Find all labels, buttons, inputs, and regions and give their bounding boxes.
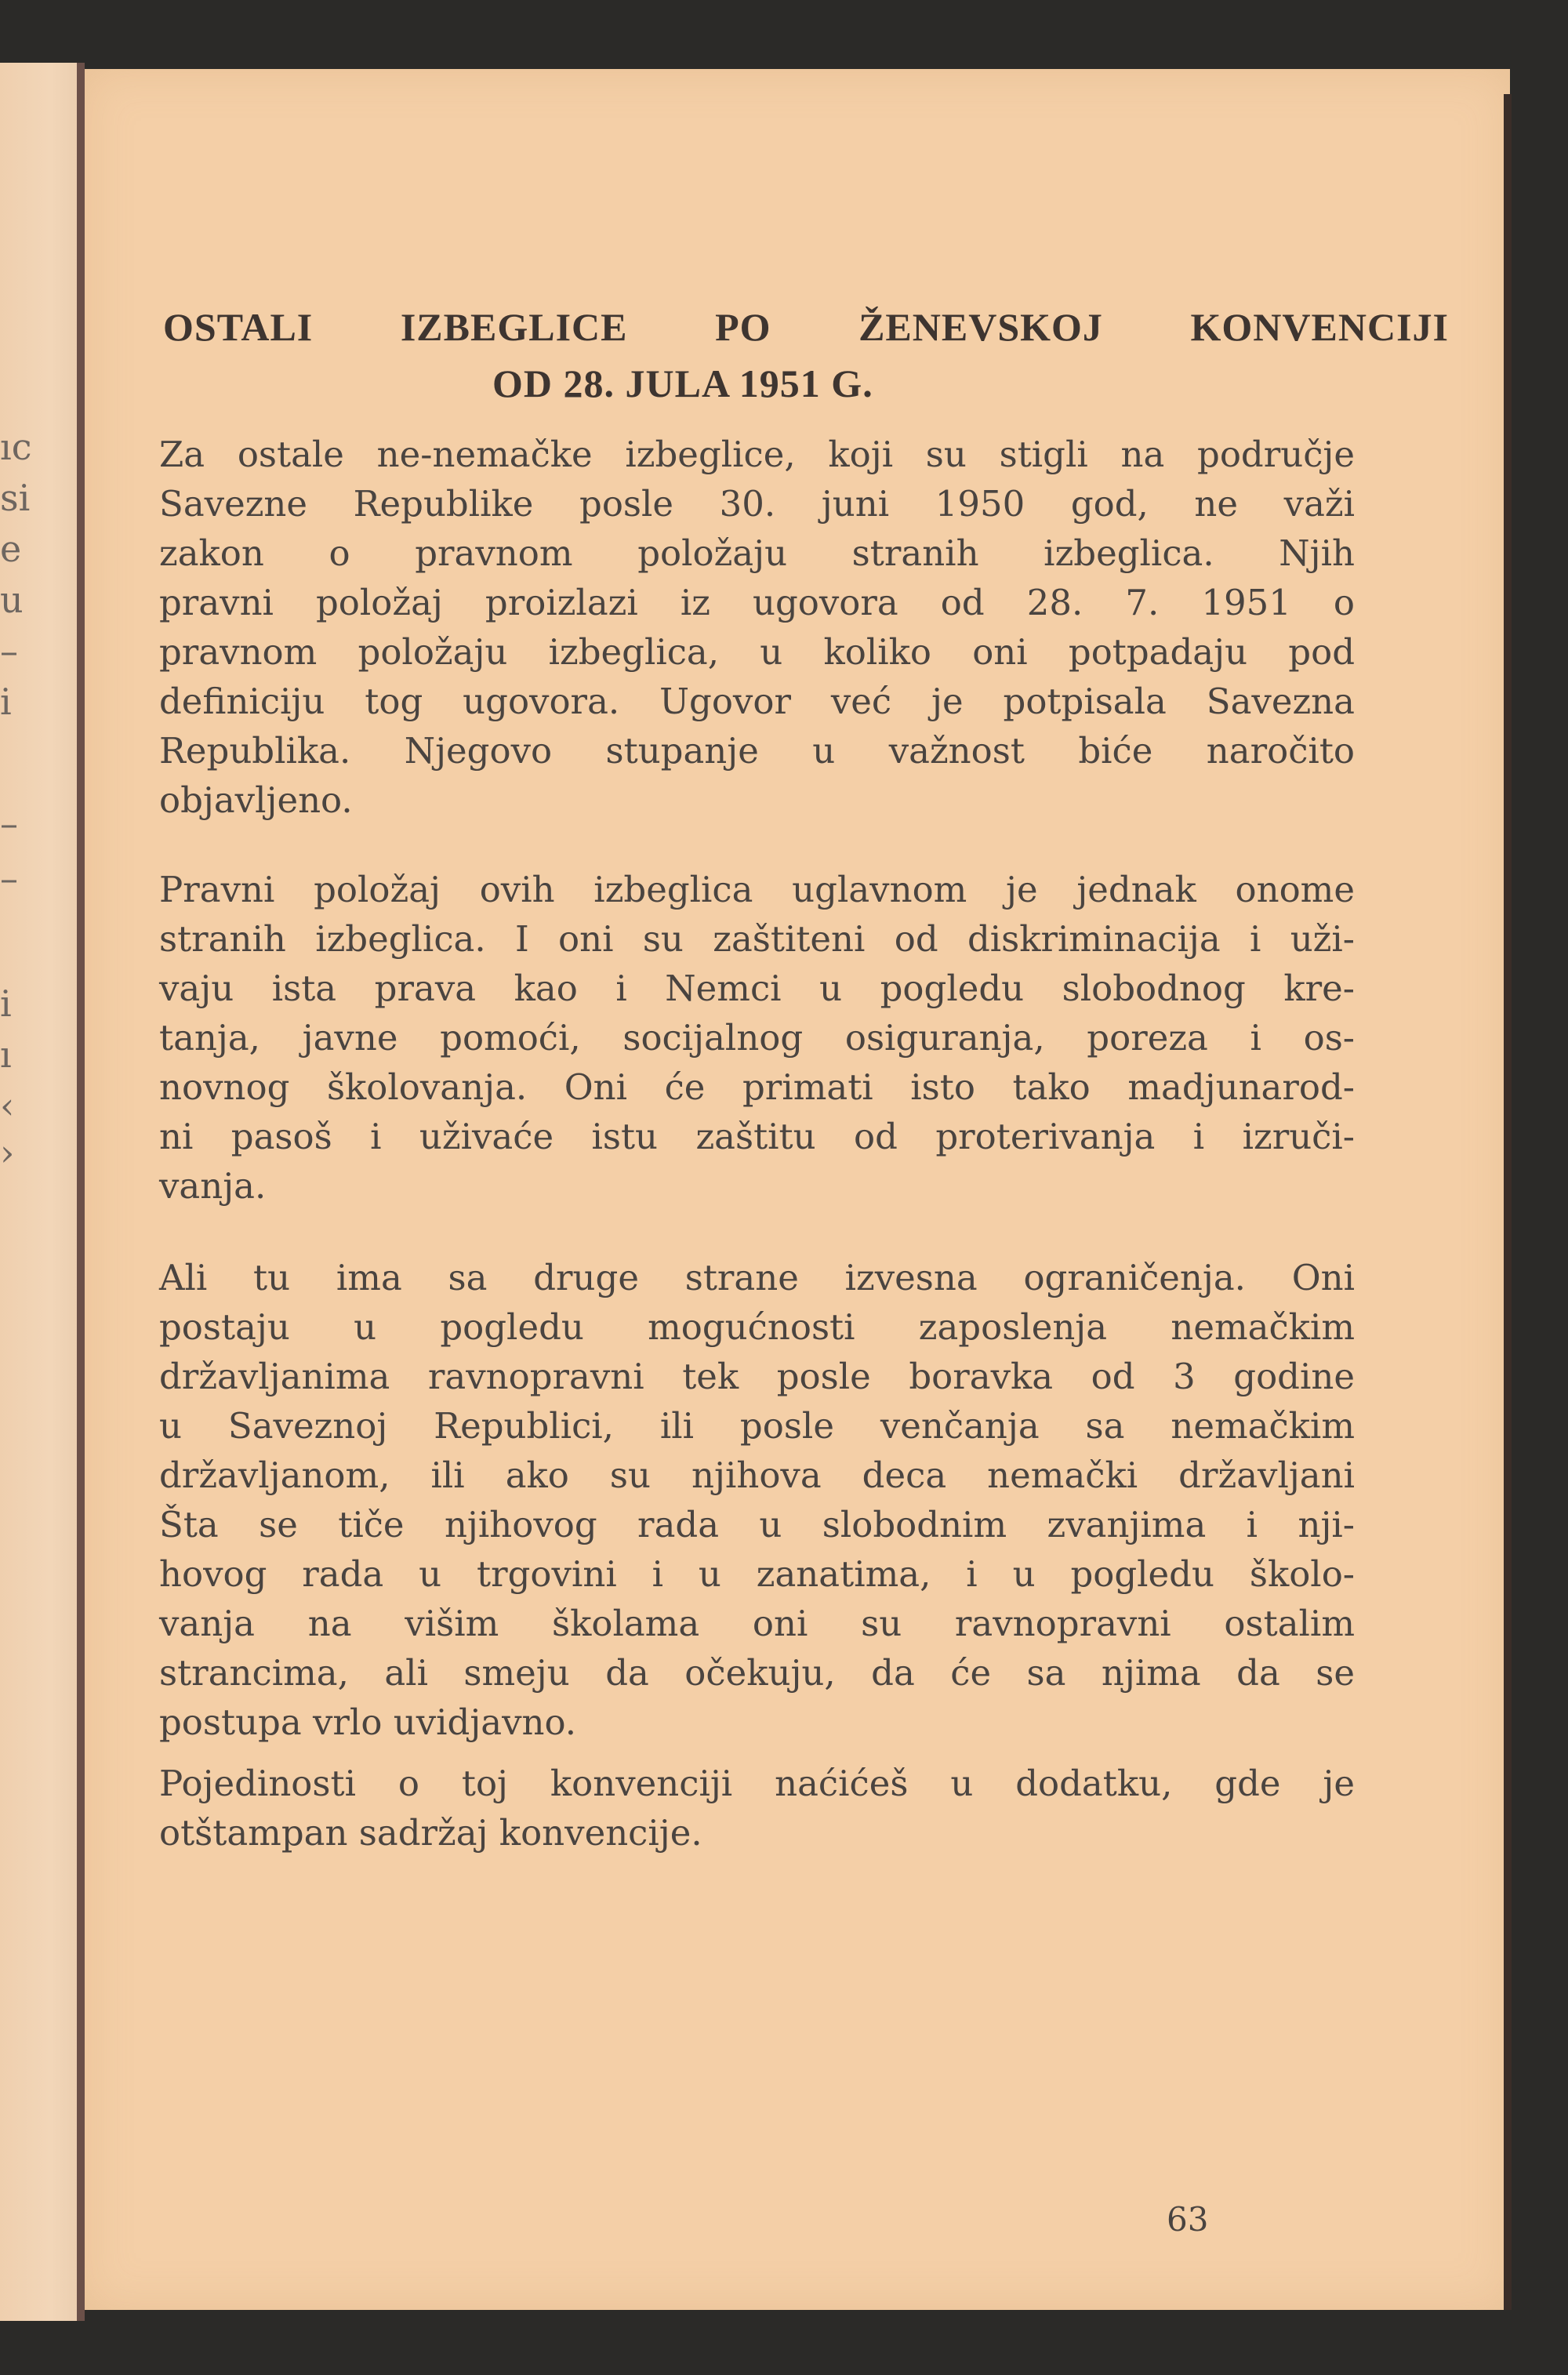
text-line: postaju u pogledu mogućnosti zaposlenja nemačkim <box>159 1306 1355 1348</box>
text-line: Republika. Njegovo stupanje u važnost biće naročito <box>159 730 1355 772</box>
previous-page-text-fragment: – <box>0 857 18 899</box>
previous-page-text-fragment: u <box>0 579 24 621</box>
text-line: tanja, javne pomoći, socijalnog osiguranja, poreza i os- <box>159 1017 1355 1059</box>
previous-page-edge <box>0 63 85 2321</box>
text-line: državljanima ravnopravni tek posle boravka od 3 godine <box>159 1356 1355 1397</box>
paragraph-4 <box>159 1759 1355 1858</box>
previous-page-text-fragment: i <box>0 982 12 1025</box>
text-line: Savezne Republike posle 30. juni 1950 god, ne važi <box>159 483 1355 525</box>
heading-line-2: OD 28. JULA 1951 G. <box>492 361 873 405</box>
page-edge-shadow <box>1504 94 1512 2310</box>
previous-page-text-fragment: i <box>0 681 12 723</box>
book-spine <box>77 63 85 2321</box>
previous-page-text-fragment: – <box>0 802 18 844</box>
text-line: strancima, ali smeju da očekuju, da će sa njima da se <box>159 1652 1355 1694</box>
text-line: postupa vrlo uvidjavno. <box>159 1701 577 1743</box>
paragraph-3 <box>159 1253 1355 1747</box>
text-line: definiciju tog ugovora. Ugovor već je potpisala Savezna <box>159 681 1355 722</box>
text-line: vaju ista prava kao i Nemci u pogledu slobodnog kre- <box>159 968 1355 1009</box>
previous-page-text-fragment: ‹ <box>0 1084 15 1127</box>
paragraph-1 <box>159 430 1355 825</box>
heading-line-1: OSTALI IZBEGLICE PO ŽENEVSKOJ KONVENCIJI <box>163 305 1449 349</box>
text-line: stranih izbeglica. I oni su zaštiteni od diskriminacija i uži- <box>159 918 1355 960</box>
text-line: otštampan sadržaj konvencije. <box>159 1812 702 1854</box>
text-line: hovog rada u trgovini i u zanatima, i u pogledu školo- <box>159 1553 1355 1595</box>
previous-page-text-fragment: ı <box>0 1033 12 1076</box>
text-line: pravni položaj proizlazi iz ugovora od 28. 7. 1951 o <box>159 582 1355 623</box>
previous-page-text-fragment: e <box>0 528 22 570</box>
previous-page-text-fragment: › <box>0 1131 15 1174</box>
text-line: vanja na višim školama oni su ravnopravni ostalim <box>159 1603 1355 1644</box>
text-line: objavljeno. <box>159 779 353 821</box>
text-line: državljanom, ili ako su njihova deca nemački državljani <box>159 1454 1355 1496</box>
previous-page-text-fragment: si <box>0 477 31 519</box>
text-line: ni pasoš i uživaće istu zaštitu od proterivanja i izruči- <box>159 1116 1355 1157</box>
text-line: Pojedinosti o toj konvenciji naćićeš u dodatku, gde je <box>159 1763 1355 1804</box>
paragraph-2 <box>159 865 1355 1211</box>
previous-page-text-fragment: ıc <box>0 426 32 468</box>
text-line: Šta se tiče njihovog rada u slobodnim zvanjima i nji- <box>159 1504 1355 1545</box>
text-line: Ali tu ima sa druge strane izvesna ograničenja. Oni <box>159 1257 1355 1298</box>
text-line: novnog školovanja. Oni će primati isto tako madjunarod- <box>159 1066 1355 1108</box>
previous-page-text-fragment: – <box>0 630 18 672</box>
text-line: zakon o pravnom položaju stranih izbeglica. Njih <box>159 532 1355 574</box>
page-number: 63 <box>1167 2200 1209 2239</box>
text-line: u Saveznoj Republici, ili posle venčanja sa nemačkim <box>159 1405 1355 1447</box>
text-line: vanja. <box>159 1165 267 1207</box>
book-page <box>85 69 1510 2310</box>
text-line: Pravni položaj ovih izbeglica uglavnom je jednak onome <box>159 869 1355 910</box>
text-line: pravnom položaju izbeglica, u koliko oni potpadaju pod <box>159 631 1355 673</box>
text-line: Za ostale ne-nemačke izbeglice, koji su stigli na područje <box>159 434 1355 475</box>
